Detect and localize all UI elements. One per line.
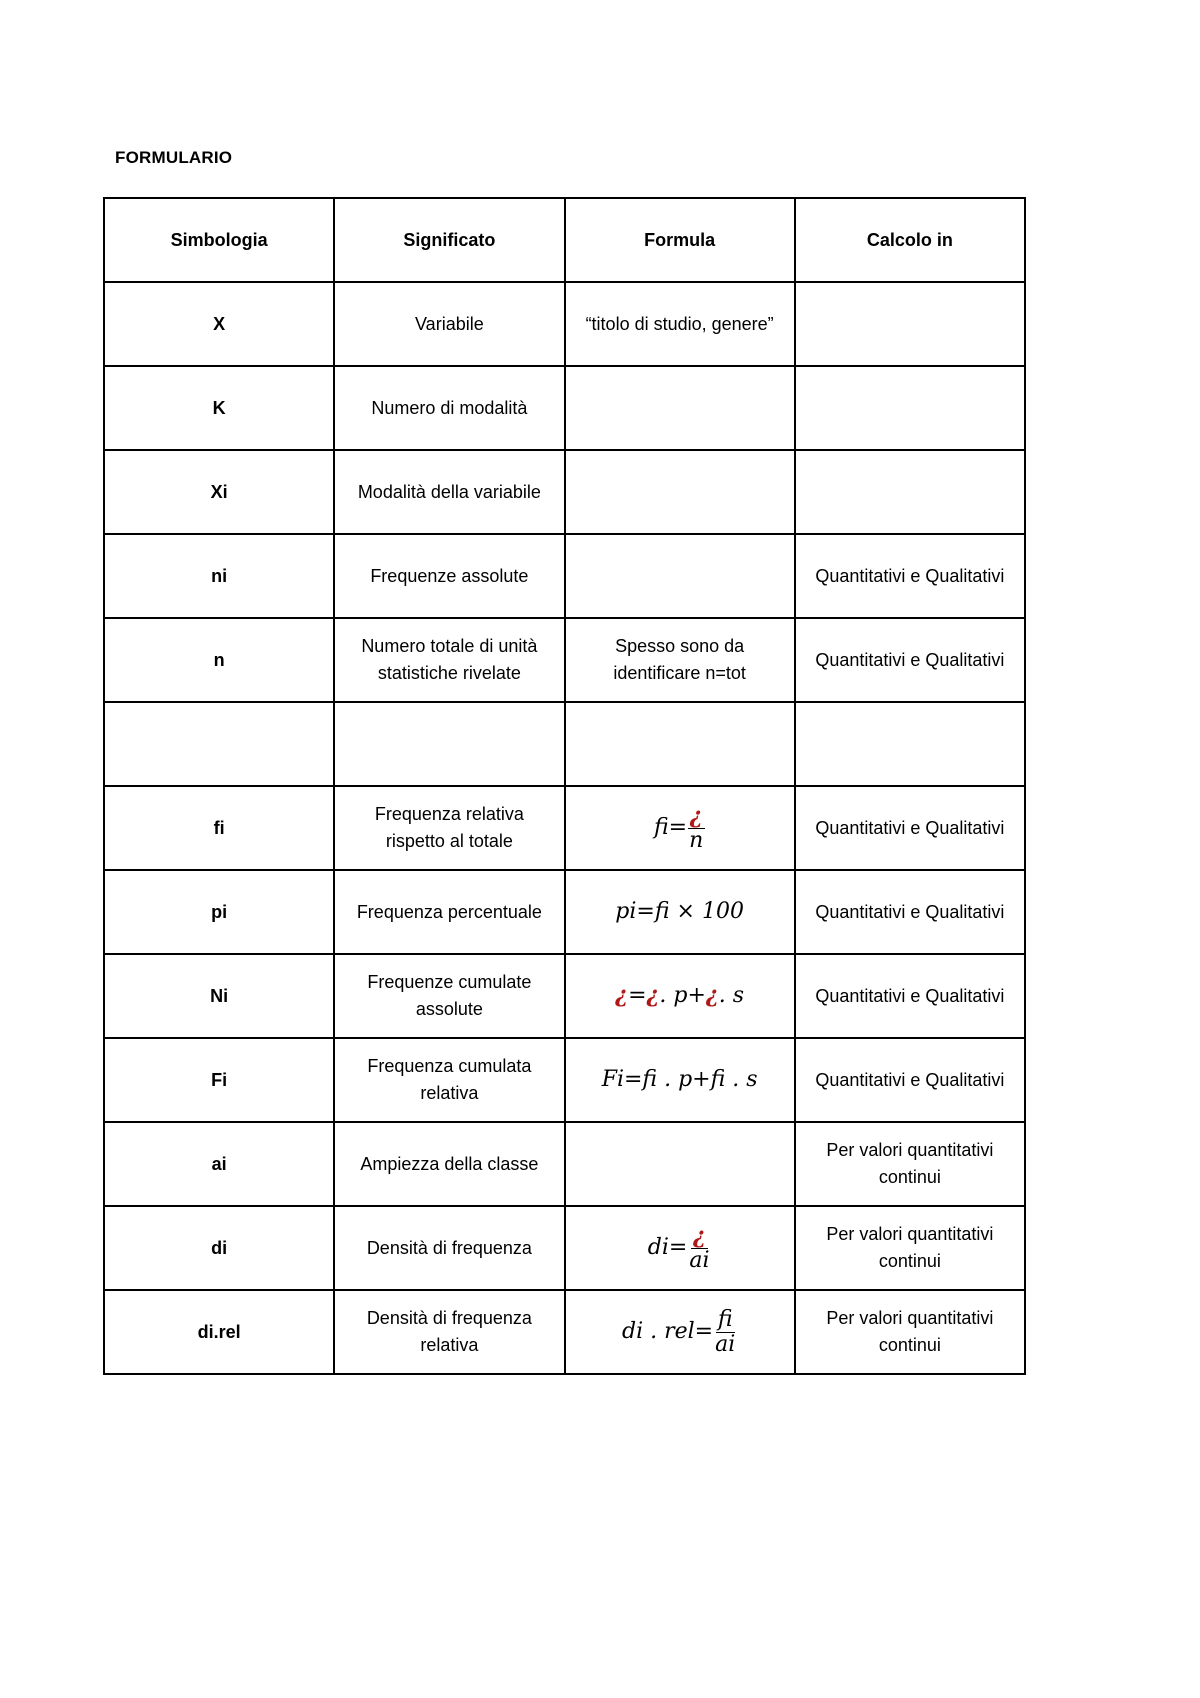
table-row	[104, 618, 1025, 702]
calc-cell: Quantitativi e Qualitativi	[795, 1038, 1025, 1122]
formula-lhs: di . rel=	[621, 1319, 714, 1344]
meaning-cell: Densità di frequenza	[334, 1206, 564, 1290]
formula-lhs: fi=	[653, 815, 688, 840]
header-significato: Significato	[334, 198, 564, 282]
table-row	[104, 1038, 1025, 1122]
formula-part: ¿	[615, 982, 629, 1008]
symbol-cell: X	[104, 282, 334, 366]
formula-cell	[565, 1122, 795, 1206]
meaning-cell: Densità di frequenza relativa	[334, 1290, 564, 1374]
table-row	[104, 282, 1025, 366]
symbol-cell: di	[104, 1206, 334, 1290]
formula-cell	[565, 1038, 795, 1122]
symbol-cell: ai	[104, 1122, 334, 1206]
formula-cell	[565, 450, 795, 534]
symbol-cell: n	[104, 618, 334, 702]
header-calcolo-in: Calcolo in	[795, 198, 1025, 282]
table-row	[104, 450, 1025, 534]
formula-cell	[565, 1206, 795, 1290]
formula-ni-cumulate	[615, 983, 744, 1008]
header-simbologia: Simbologia	[104, 198, 334, 282]
table-row	[104, 786, 1025, 870]
table-row	[104, 1206, 1025, 1290]
symbol-cell: Ni	[104, 954, 334, 1038]
calc-cell	[795, 450, 1025, 534]
symbol-cell: di.rel	[104, 1290, 334, 1374]
formula-table	[103, 197, 1026, 1375]
formula-fi	[653, 802, 705, 853]
symbol-cell: K	[104, 366, 334, 450]
fraction-denominator: ai	[715, 1331, 736, 1357]
fraction	[687, 804, 705, 853]
formula-part: . p+	[659, 983, 706, 1008]
meaning-cell: Numero di modalità	[334, 366, 564, 450]
symbol-cell: ni	[104, 534, 334, 618]
meaning-cell: Frequenze assolute	[334, 534, 564, 618]
fraction-numerator: ¿	[692, 1222, 706, 1249]
formula-cell	[565, 534, 795, 618]
formula-cell	[565, 786, 795, 870]
symbol-cell: Fi	[104, 1038, 334, 1122]
fraction-denominator: ai	[689, 1247, 710, 1273]
calc-cell: Quantitativi e Qualitativi	[795, 870, 1025, 954]
formula-lhs: di=	[647, 1235, 688, 1260]
calc-cell: Quantitativi e Qualitativi	[795, 618, 1025, 702]
meaning-cell: Frequenza relativa rispetto al totale	[334, 786, 564, 870]
table-row	[104, 366, 1025, 450]
table-row-empty	[104, 702, 1025, 786]
meaning-cell: Variabile	[334, 282, 564, 366]
formula-cell	[565, 1290, 795, 1374]
formula-di	[647, 1222, 712, 1273]
formula-cell: “titolo di studio, genere”	[565, 282, 795, 366]
fraction-denominator: n	[689, 827, 704, 853]
header-formula: Formula	[565, 198, 795, 282]
calc-cell: Per valori quantitativi continui	[795, 1206, 1025, 1290]
calc-cell	[795, 366, 1025, 450]
fraction	[713, 1308, 737, 1357]
formula-fi-cumulata: Fi=fi . p+fi . s	[601, 1067, 758, 1092]
table-header-row	[104, 198, 1025, 282]
meaning-cell	[334, 702, 564, 786]
fraction	[687, 1224, 711, 1273]
formula-cell	[565, 870, 795, 954]
symbol-cell	[104, 702, 334, 786]
calc-cell: Per valori quantitativi continui	[795, 1122, 1025, 1206]
meaning-cell: Frequenza cumulata relativa	[334, 1038, 564, 1122]
formula-part: ¿	[705, 982, 719, 1008]
formula-cell	[565, 366, 795, 450]
table-row	[104, 1290, 1025, 1374]
meaning-cell: Modalità della variabile	[334, 450, 564, 534]
meaning-cell: Numero totale di unità statistiche rivelate	[334, 618, 564, 702]
symbol-cell: fi	[104, 786, 334, 870]
meaning-cell: Ampiezza della classe	[334, 1122, 564, 1206]
calc-cell: Per valori quantitativi continui	[795, 1290, 1025, 1374]
formula-cell: Spesso sono da identificare n=tot	[565, 618, 795, 702]
fraction-numerator: ¿	[689, 802, 703, 829]
formula-cell	[565, 702, 795, 786]
table-row	[104, 1122, 1025, 1206]
table-row	[104, 534, 1025, 618]
calc-cell	[795, 702, 1025, 786]
calc-cell: Quantitativi e Qualitativi	[795, 786, 1025, 870]
formula-cell	[565, 954, 795, 1038]
symbol-cell: pi	[104, 870, 334, 954]
table-row	[104, 954, 1025, 1038]
formula-part: =	[628, 983, 647, 1008]
formula-part: . s	[718, 983, 745, 1008]
meaning-cell: Frequenze cumulate assolute	[334, 954, 564, 1038]
fraction-numerator: fi	[717, 1306, 733, 1332]
symbol-cell: Xi	[104, 450, 334, 534]
calc-cell	[795, 282, 1025, 366]
formula-pi: pi=fi × 100	[615, 899, 744, 924]
document-title: FORMULARIO	[115, 148, 233, 167]
table-row	[104, 870, 1025, 954]
calc-cell: Quantitativi e Qualitativi	[795, 954, 1025, 1038]
formula-part: ¿	[646, 982, 660, 1008]
meaning-cell: Frequenza percentuale	[334, 870, 564, 954]
calc-cell: Quantitativi e Qualitativi	[795, 534, 1025, 618]
formula-di-rel	[621, 1306, 737, 1357]
